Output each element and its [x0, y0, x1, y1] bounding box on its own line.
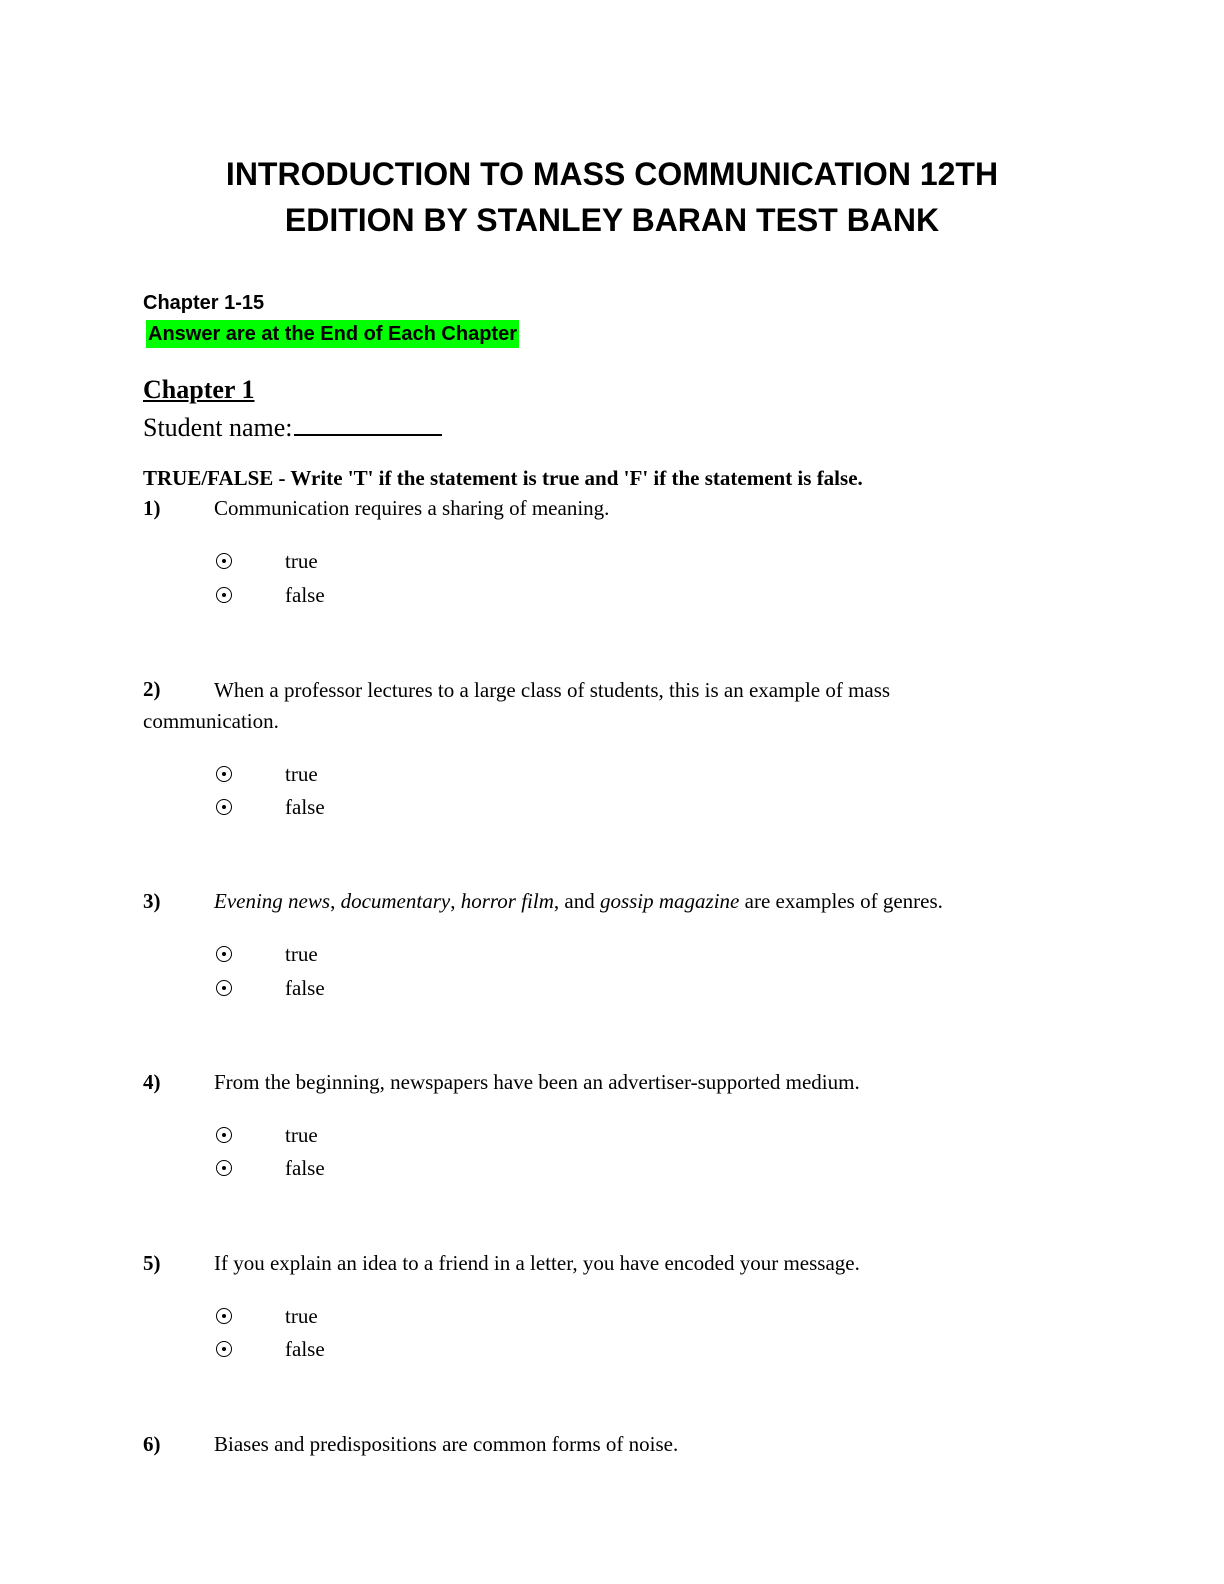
option-label: false: [285, 1156, 325, 1180]
radio-icon[interactable]: [216, 587, 232, 603]
radio-icon[interactable]: [216, 980, 232, 996]
chapter-range: Chapter 1-15: [143, 292, 265, 314]
instructions: TRUE/FALSE - Write 'T' if the statement is true and 'F' if the statement is false.: [143, 466, 863, 490]
genre-term: gossip magazine: [599, 889, 740, 913]
student-name-label: Student name:: [143, 413, 293, 442]
question-text: If you explain an idea to a friend in a letter, you have encoded your message.: [214, 1251, 860, 1275]
option-label: false: [285, 976, 325, 1000]
question-number: 6): [143, 1432, 161, 1456]
genre-term: Evening news: [214, 889, 331, 913]
question-text: Biases and predispositions are common forms of noise.: [214, 1432, 679, 1456]
radio-icon[interactable]: [216, 946, 232, 962]
radio-icon[interactable]: [216, 1341, 232, 1357]
question-number: 1): [143, 496, 161, 520]
title-line-1: INTRODUCTION TO MASS COMMUNICATION 12TH: [225, 156, 999, 192]
radio-icon[interactable]: [216, 799, 232, 815]
student-name-blank: [294, 408, 442, 436]
student-name-field: [143, 408, 442, 443]
question-text: From the beginning, newspapers have been an advertiser-supported medium.: [214, 1070, 860, 1094]
question-number: 3): [143, 889, 161, 913]
radio-icon[interactable]: [216, 553, 232, 569]
option-label: true: [285, 762, 318, 786]
question-number: 4): [143, 1070, 161, 1094]
text-separator: ,: [330, 889, 341, 913]
option-label: true: [285, 1304, 318, 1328]
option-label: true: [285, 942, 318, 966]
text-separator: ,: [450, 889, 461, 913]
answer-note-highlight: Answer are at the End of Each Chapter: [146, 320, 519, 348]
option-label: false: [285, 1337, 325, 1361]
question-number: 5): [143, 1251, 161, 1275]
genre-term: documentary: [340, 889, 451, 913]
option-label: true: [285, 1123, 318, 1147]
option-label: false: [285, 795, 325, 819]
document-title: [0, 151, 1224, 243]
question-text: Communication requires a sharing of meaning.: [214, 496, 610, 520]
text-tail: are examples of genres.: [739, 889, 943, 913]
radio-icon[interactable]: [216, 766, 232, 782]
question-number: 2): [143, 677, 161, 701]
question-text: When a professor lectures to a large class of students, this is an example of mass communication.: [143, 678, 891, 733]
question-text: [214, 889, 943, 914]
option-label: false: [285, 583, 325, 607]
option-label: true: [285, 549, 318, 573]
radio-icon[interactable]: [216, 1127, 232, 1143]
chapter-heading: Chapter 1: [143, 375, 255, 404]
title-line-2: EDITION BY STANLEY BARAN TEST BANK: [284, 202, 940, 238]
text-separator: , and: [553, 889, 600, 913]
radio-icon[interactable]: [216, 1160, 232, 1176]
radio-icon[interactable]: [216, 1308, 232, 1324]
genre-term: horror film: [460, 889, 554, 913]
